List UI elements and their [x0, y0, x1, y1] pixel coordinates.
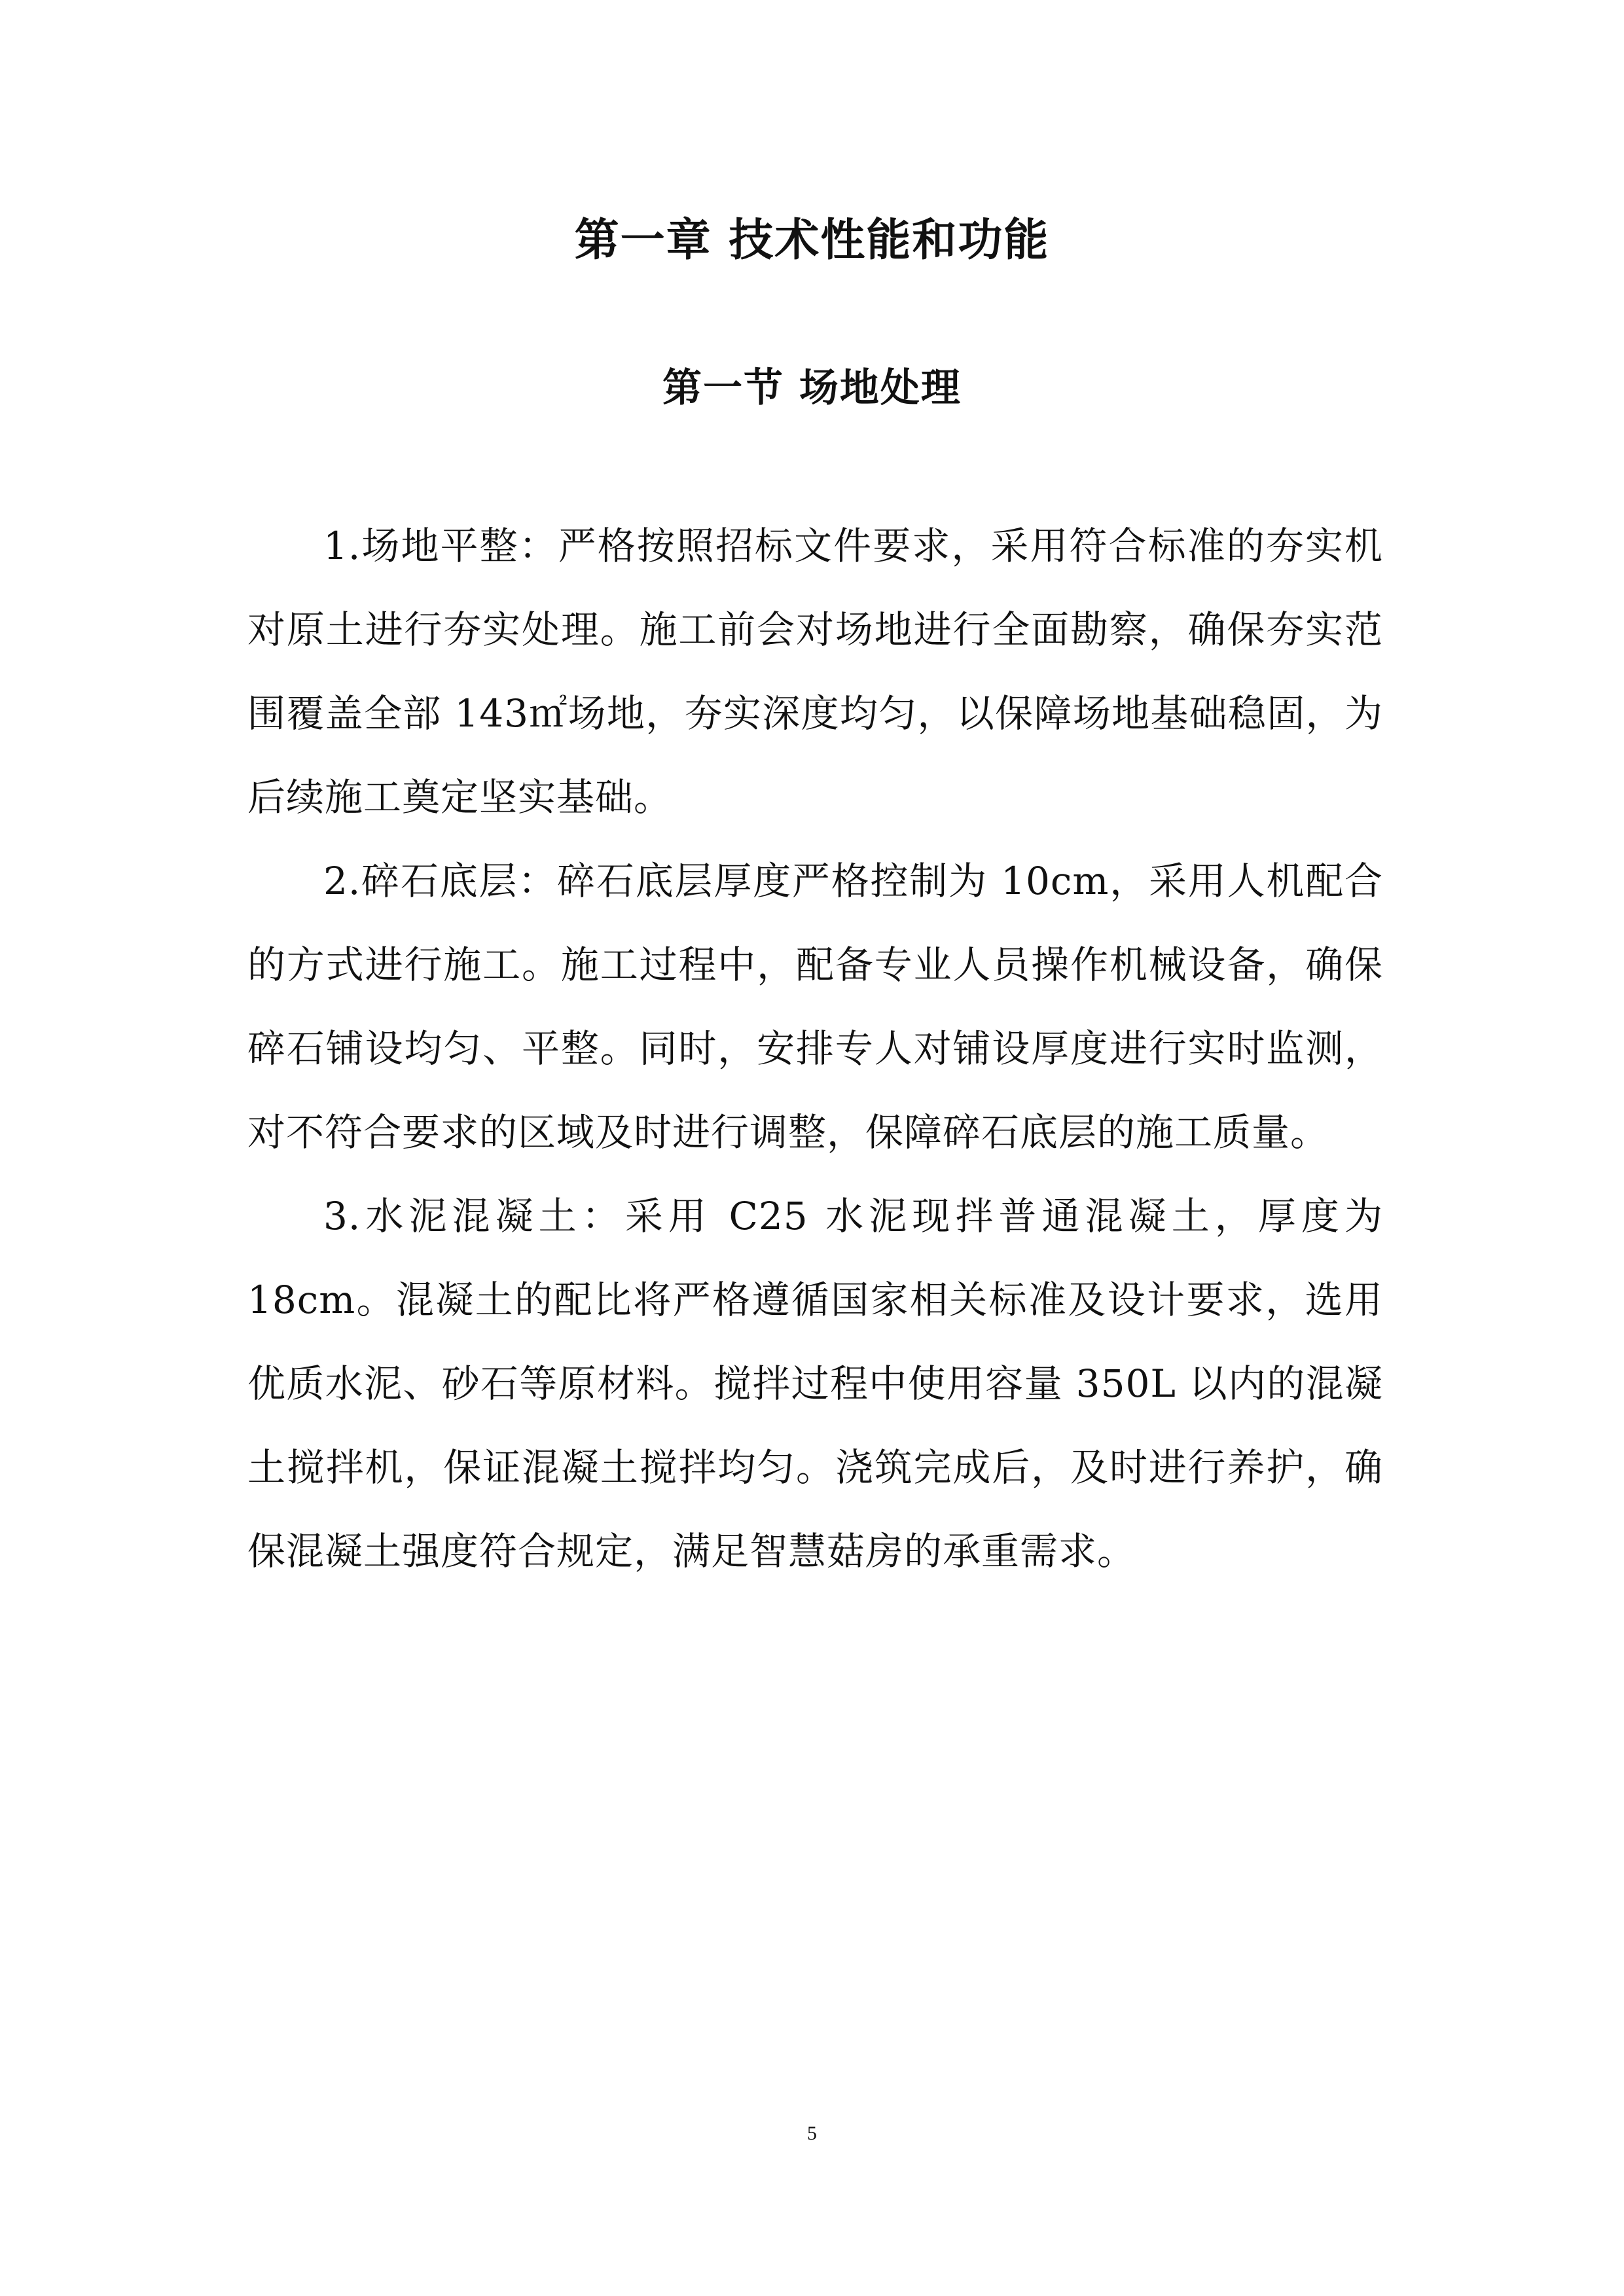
paragraph-site-leveling: 1.场地平整：严格按照招标文件要求，采用符合标准的夯实机对原土进行夯实处理。施工前会对场地进行全面勘察，确保夯实范围覆盖全部 143㎡场地，夯实深度均匀，以保障场地基础稳固，为后续施工奠定坚实基础。 — [247, 524, 1383, 819]
chapter-title: 第一章 技术性能和功能 — [574, 215, 1050, 266]
paragraph-cement-concrete: 3.水泥混凝土：采用 C25 水泥现拌普通混凝土，厚度为 18cm。混凝土的配比将严格遵循国家相关标准及设计要求，选用优质水泥、砂石等原材料。搅拌过程中使用容量 350L 以内的混凝土搅拌机，保证混凝土搅拌均匀。浇筑完成后，及时进行养护，确保混凝土强度符合规定，满足智慧菇房的承重需求。 — [247, 1194, 1383, 1573]
document-body — [247, 504, 1383, 1593]
page-number: 5 — [807, 2123, 817, 2144]
paragraph-gravel-base: 2.碎石底层：碎石底层厚度严格控制为 10cm，采用人机配合的方式进行施工。施工过程中，配备专业人员操作机械设备，确保碎石铺设均匀、平整。同时，安排专人对铺设厚度进行实时监测，对不符合要求的区域及时进行调整，保障碎石底层的施工质量。 — [247, 859, 1383, 1155]
section-title: 第一节 场地处理 — [662, 365, 962, 411]
